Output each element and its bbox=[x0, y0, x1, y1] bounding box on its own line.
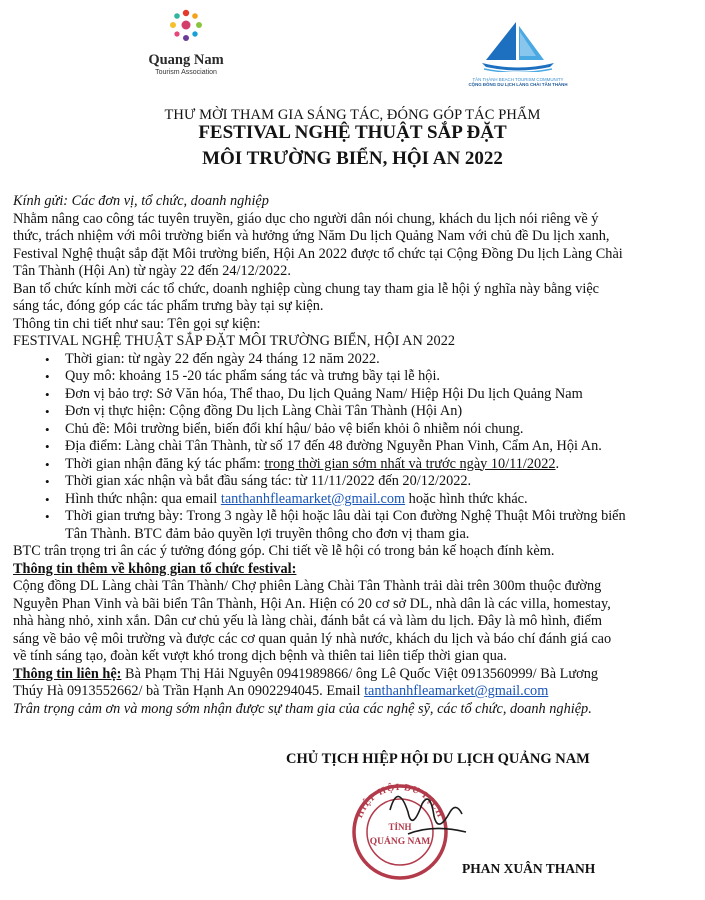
contact-people-cont: Thúy Hà 0913552662/ bà Trần Hạnh An 0902294045. Email bbox=[13, 683, 365, 699]
contact-label: Thông tin liên hệ: bbox=[13, 665, 122, 682]
intro-line4: Tân Thành (Hội An) từ ngày 22 đến 24/12/2022. bbox=[13, 263, 291, 279]
svg-text:HIỆP HỘI DU LỊCH bbox=[355, 780, 445, 819]
contact-people: Bà Phạm Thị Hải Nguyên 0941989866/ ông Lê Quốc Việt 0913560999/ Bà Lương bbox=[121, 665, 598, 682]
event-name: FESTIVAL NGHỆ THUẬT SẮP ĐẶT MÔI TRƯỜNG BIỂN, HỘI AN 2022 bbox=[13, 333, 456, 349]
quang-nam-sub: Tourism Association bbox=[155, 69, 217, 76]
letter-body bbox=[13, 193, 698, 718]
space-line5: về tính sáng tạo, đoàn kết vượt khó trong dịch bệnh và thiên tai liên tiếp thời gian qua. bbox=[13, 648, 507, 664]
submission-email-link[interactable]: tanthanhfleamarket@gmail.com bbox=[220, 490, 406, 507]
intro-line2: thức, trách nhiệm với môi trường biển và hưởng ứng Năm Du lịch Quảng Nam với chủ đề Du lịch xanh, bbox=[13, 228, 610, 244]
greeting: Kính gửi: Các đơn vị, tổ chức, doanh nghiệp bbox=[13, 193, 269, 209]
detail-confirmation: • Thời gian xác nhận và bắt đầu sáng tác: từ 11/11/2022 đến 20/12/2022. bbox=[13, 473, 698, 491]
space-heading: Thông tin thêm về không gian tổ chức festival: bbox=[13, 560, 297, 577]
space-line1: Cộng đồng DL Làng chài Tân Thành/ Chợ phiên Làng Chài Tân Thành trải dài trên 300m thuộc đường bbox=[13, 578, 602, 594]
space-line3: nhà hàng nhỏ, xinh xắn. Dân cư chủ yếu là làng chài, đánh bắt cá và làm du lịch. Đây là mô hình, điểm bbox=[13, 613, 602, 629]
space-line4: sáng về bảo vệ môi trường và được các cơ quan quản lý nhà nước, khách du lịch và báo chí đánh giá cao bbox=[13, 630, 612, 647]
quang-nam-brand: Quang Nam bbox=[148, 52, 224, 68]
contact-line1 bbox=[13, 666, 698, 684]
tan-thanh-logo-line2: CỘNG ĐỒNG DU LỊCH LÀNG CHÀI TÂN THÀNH bbox=[468, 82, 568, 87]
detail-exhibition-cont: Tân Thành. BTC đảm bảo quyền lợi truyền thông cho đơn vị tham gia. bbox=[65, 525, 470, 542]
closing-line: Trân trọng cảm ơn và mong sớm nhận được sự tham gia của các nghệ sỹ, các tổ chức, doanh nghiệp. bbox=[13, 700, 592, 717]
contact-email-link[interactable]: tanthanhfleamarket@gmail.com bbox=[364, 683, 549, 699]
details-list bbox=[13, 351, 698, 526]
thanks-line: BTC trân trọng tri ân các ý tưởng đóng góp. Chi tiết về lễ hội có trong bản kế hoạch đính kèm. bbox=[13, 543, 555, 559]
info-intro: Thông tin chi tiết như sau: Tên gọi sự kiện: bbox=[13, 315, 261, 332]
quang-nam-emblem-icon bbox=[166, 6, 206, 46]
registration-end: . bbox=[555, 455, 560, 472]
sailboat-icon bbox=[478, 20, 558, 72]
intro-line3: Festival Nghệ thuật sắp đặt Môi trường biển, Hội An 2022 được tổ chức tại Cộng Đồng Du lịch Làng Chài bbox=[13, 245, 623, 262]
signer-name: PHAN XUÂN THANH bbox=[462, 861, 596, 876]
chairman-title: CHỦ TỊCH HIỆP HỘI DU LỊCH QUẢNG NAM bbox=[286, 751, 590, 767]
detail-exhibition: • Thời gian trưng bày: Trong 3 ngày lễ hội hoặc lâu dài tại Con đường Nghệ Thuật Môi trường biển bbox=[13, 508, 698, 526]
detail-submission bbox=[13, 491, 698, 509]
detail-venue: • Địa điểm: Làng chài Tân Thành, từ số 17 đến 48 đường Nguyễn Phan Vinh, Cẩm An, Hội An. bbox=[13, 438, 698, 456]
detail-theme: • Chủ đề: Môi trường biển, biến đổi khí hậu/ bảo vệ biển khỏi ô nhiễm nói chung. bbox=[13, 421, 698, 439]
registration-label: Thời gian nhận đăng ký tác phẩm: bbox=[65, 455, 265, 472]
detail-organizer: • Đơn vị thực hiện: Cộng đồng Du lịch Làng Chài Tân Thành (Hội An) bbox=[13, 403, 698, 421]
stamp-center-name: QUẢNG NAM bbox=[369, 837, 431, 847]
invitation-subtitle: THƯ MỜI THAM GIA SÁNG TÁC, ĐÓNG GÓP TÁC PHẨM bbox=[164, 107, 541, 123]
festival-title-line1: FESTIVAL NGHỆ THUẬT SẮP ĐẶT bbox=[198, 122, 507, 143]
tan-thanh-logo-line1: TÂN THÀNH BEACH TOURISM COMMUNITY bbox=[472, 77, 564, 82]
space-line2: Nguyễn Phan Vinh và bãi biển Tân Thành, Hội An. Hiện có 20 cơ sở DL, nhà dân là các villa, homestay, bbox=[13, 595, 611, 612]
quang-nam-logo bbox=[128, 6, 244, 84]
intro-line1: Nhằm nâng cao công tác tuyên truyền, giáo dục cho người dân nói chung, khách du lịch nói riêng về ý bbox=[13, 210, 599, 227]
stamp-center-top: TỈNH bbox=[388, 822, 412, 832]
submission-label: Hình thức nhận: qua email bbox=[65, 490, 221, 507]
registration-deadline: trong thời gian sớm nhất và trước ngày 10/11/2022 bbox=[264, 455, 556, 472]
contact-line2 bbox=[13, 683, 698, 701]
festival-title-line2: MÔI TRƯỜNG BIỂN, HỘI AN 2022 bbox=[202, 148, 503, 169]
submission-tail: hoặc hình thức khác. bbox=[405, 490, 528, 507]
detail-sponsor: • Đơn vị bảo trợ: Sở Văn hóa, Thể thao, Du lịch Quảng Nam/ Hiệp Hội Du lịch Quảng Nam bbox=[13, 386, 698, 404]
detail-registration bbox=[13, 456, 698, 474]
seal-stamp bbox=[338, 772, 478, 887]
invite-line1: Ban tổ chức kính mời các tổ chức, doanh nghiệp cùng chung tay tham gia lễ hội ý nghĩa này bằng việc bbox=[13, 280, 600, 297]
stamp-arc-text: HIỆP HỘI DU LỊCH bbox=[354, 782, 446, 820]
detail-time: • Thời gian: từ ngày 22 đến ngày 24 tháng 12 năm 2022. bbox=[13, 351, 698, 369]
tan-thanh-logo bbox=[462, 20, 574, 94]
detail-scale: • Quy mô: khoảng 15 -20 tác phẩm sáng tác và trưng bầy tại lễ hội. bbox=[13, 368, 698, 386]
invite-line2: sáng tác, đóng góp các tác phẩm trưng bày tại sự kiện. bbox=[13, 298, 324, 314]
